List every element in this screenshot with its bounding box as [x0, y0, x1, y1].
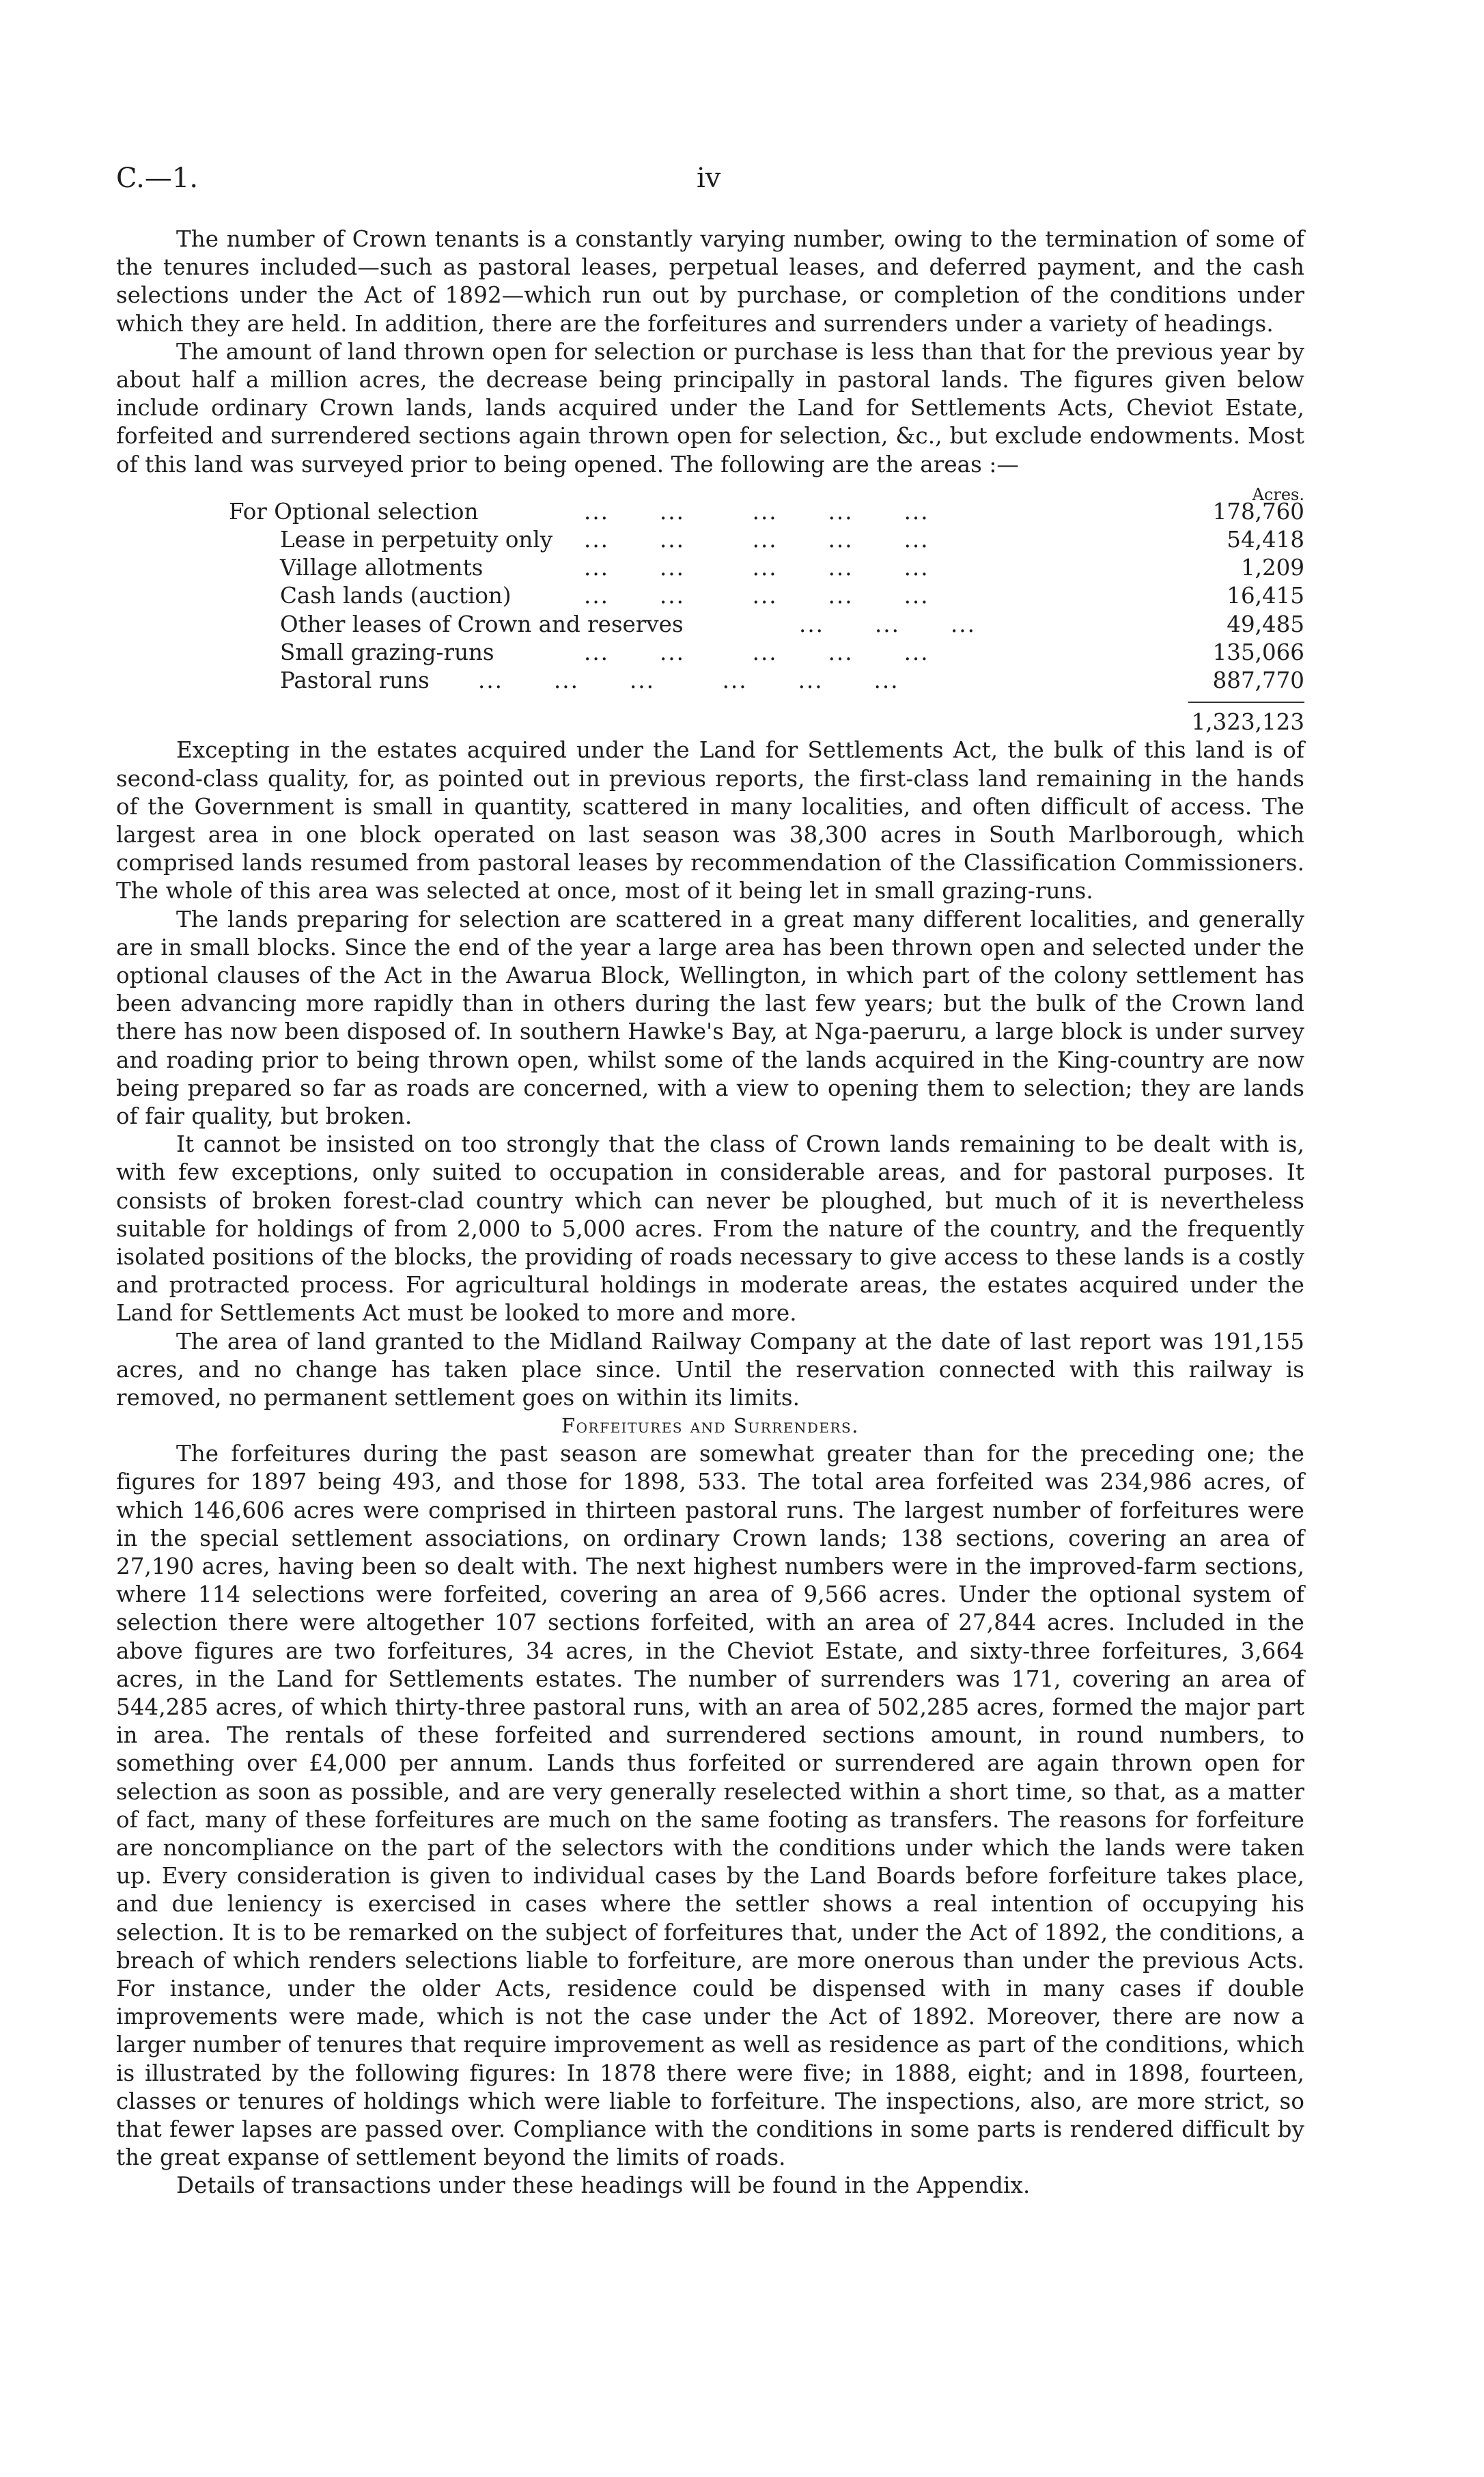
total-rule [1188, 702, 1304, 703]
row-value: 1,209 [1240, 555, 1304, 581]
paragraph: The area of land granted to the Midland Railway Company at the date of last report was 191,155 acres, and no change has taken place since. Until the reservation connected with this railway is removed, no permanent settlement goes on within its limits. [116, 1328, 1304, 1411]
table-row [116, 582, 1304, 610]
leader-dots: ... ... ... ... ... [584, 639, 929, 665]
row-label: Other leases of Crown and reserves [280, 611, 684, 637]
leader-dots: ... ... ... [799, 611, 976, 637]
row-label: Village allotments [280, 555, 484, 581]
page-number: iv [697, 163, 721, 194]
paragraph: The lands preparing for selection are scattered in a great many different localities, and generally are in small blocks. Since the end of the year a large area has been thrown open and selected under the optional clauses of the Act in the Awarua Block, Wellington, in which part of the colony settlement has been advancing more rapidly than in others during the last few years; but the bulk of the Crown land there has now been disposed of. In southern Hawke's Bay, at Nga-paeruru, a large block is under survey and roading prior to being thrown open, whilst some of the lands acquired in the King-country are now being prepared so far as roads are concerned, with a view to opening them to selection; they are lands of fair quality, but broken. [116, 906, 1304, 1129]
paragraph: It cannot be insisted on too strongly that the class of Crown lands remaining to be dealt with is, with few exceptions, only suited to occupation in considerable areas, and for pastoral purposes. It consists of broken forest-clad country which can never be ploughed, but much of it is nevertheless suitable for holdings of from 2,000 to 5,000 acres. From the nature of the country, and the frequently isolated positions of the blocks, the providing of roads necessary to give access to these lands is a costly and protracted process. For agricultural holdings in moderate areas, the estates acquired under the Land for Settlements Act must be looked to more and more. [116, 1131, 1304, 1327]
row-label: Pastoral runs [280, 667, 430, 693]
paragraph: The forfeitures during the past season are somewhat greater than for the preceding one; the figures for 1897 being 493, and those for 1898, 533. The total area forfeited was 234,986 acres, of which 146,606 acres were comprised in thirteen pastoral runs. The largest number of forfeitures were in the special settlement associations, on ordinary Crown lands; 138 sections, covering an area of 27,190 acres, having been so dealt with. The next highest numbers were in the improved-farm sections, where 114 selections were forfeited, covering an area of 9,566 acres. Under the optional system of selection there were altogether 107 sections forfeited, with an area of 27,844 acres. Included in the above figures are two forfeitures, 34 acres, in the Cheviot Estate, and sixty-three forfeitures, 3,664 acres, in the Land for Settlements estates. The number of surrenders was 171, covering an area of 544,285 acres, of which thirty-three pastoral runs, with an area of 502,285 acres, formed the major part in area. The rentals of these forfeited and surrendered sections amount, in round numbers, to something over £4,000 per annum. Lands thus forfeited or surrendered are again thrown open for selection as soon as possible, and are very generally reselected within a short time, so that, as a matter of fact, many of these forfeitures are much on the same footing as transfers. The reasons for forfeiture are noncompliance on the part of the selectors with the conditions under which the lands were taken up. Every consideration is given to individual cases by the Land Boards before forfeiture takes place, and due leniency is exercised in cases where the settler shows a real intention of occupying his selection. It is to be remarked on the subject of forfeitures that, under the Act of 1892, the conditions, a breach of which renders selections liable to forfeiture, are more onerous than under the previous Acts. For instance, under the older Acts, residence could be dispensed with in many cases if double improvements were made, which is not the case under the Act of 1892. Moreover, there are now a larger number of tenures that require improvement as well as residence as part of the conditions, which is illustrated by the following figures: In 1878 there were five; in 1888, eight; and in 1898, fourteen, classes or tenures of holdings which were liable to forfeiture. The inspections, also, are more strict, so that fewer lapses are passed over. Compliance with the conditions in some parts is rendered difficult by the great expanse of settlement beyond the limits of roads. [116, 1441, 1304, 2171]
paragraph: The amount of land thrown open for selection or purchase is less than that for the previous year by about half a million acres, the decrease being principally in pastoral lands. The figures given below include ordinary Crown lands, lands acquired under the Land for Settlements Acts, Cheviot Estate, forfeited and surrendered sections again thrown open for selection, &c., but exclude endowments. Most of this land was surveyed prior to being opened. The following are the areas :— [116, 338, 1304, 478]
leader-dots: ... ... ... ... ... [584, 583, 929, 609]
row-value: 54,418 [1227, 527, 1304, 553]
document-code: C.—1. [116, 163, 199, 194]
table-row [116, 611, 1304, 639]
leader-dots: ... ... ... ... ... ... [478, 667, 899, 693]
table-row [116, 498, 1304, 526]
row-value: 135,066 [1212, 639, 1304, 665]
table-row [116, 667, 1304, 695]
section-heading: Forfeitures and Surrenders. [561, 1414, 859, 1438]
table-row [116, 639, 1304, 667]
row-label: For Optional selection [229, 498, 479, 525]
paragraph: The number of Crown tenants is a constantly varying number, owing to the termination of some of the tenures included—such as pastoral leases, perpetual leases, and deferred payment, and the cash selections under the Act of 1892—which run out by purchase, or completion of the conditions under which they are held. In addition, there are the forfeitures and surrenders under a variety of headings. [116, 226, 1304, 337]
paragraph: Details of transactions under these headings will be found in the Appendix. [176, 2172, 1031, 2199]
body-text [116, 225, 1304, 2200]
leader-dots: ... ... ... ... ... [584, 555, 929, 581]
page-header [116, 163, 1304, 204]
row-label: Lease in perpetuity only [280, 527, 553, 553]
paragraph: Excepting in the estates acquired under the Land for Settlements Act, the bulk of this land is of second-class quality, for, as pointed out in previous reports, the first-class land remaining in the hands of the Government is small in quantity, scattered in many localities, and often difficult of access. The largest area in one block operated on last season was 38,300 acres in South Marlborough, which comprised lands resumed from pastoral leases by recommendation of the Classification Commissioners. The whole of this area was selected at once, most of it being let in small grazing-runs. [116, 737, 1304, 904]
table-total-row [116, 708, 1304, 736]
row-value: 16,415 [1227, 583, 1304, 609]
leader-dots: ... ... ... ... ... [584, 498, 929, 525]
row-value: 49,485 [1227, 611, 1304, 637]
table-row [116, 526, 1304, 554]
leader-dots: ... ... ... ... ... [584, 527, 929, 553]
row-value: 178,760 [1212, 498, 1304, 525]
row-value: 887,770 [1212, 667, 1304, 693]
table-row [116, 554, 1304, 582]
row-label: Small grazing-runs [280, 639, 494, 665]
unit-label: Acres. [1252, 484, 1304, 504]
table-total: 1,323,123 [1191, 709, 1304, 736]
row-label: Cash lands (auction) [280, 583, 512, 609]
areas-table [116, 479, 1304, 737]
